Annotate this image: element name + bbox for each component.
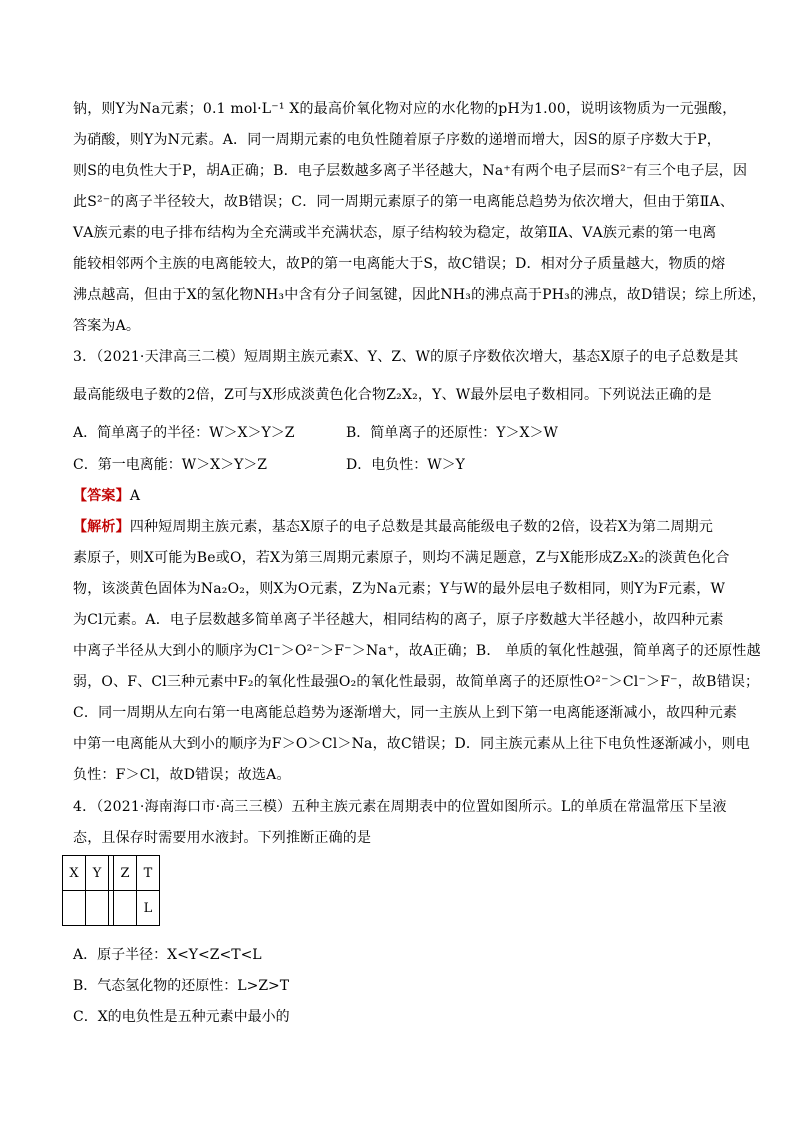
- text-line: 沸点越高，但由于X的氢化物NH₃中含有分子间氢键，因此NH₃的沸点高于PH₃的沸点，故D错误；综上所述，: [73, 287, 766, 303]
- table-cell: [114, 891, 137, 926]
- text-line: 中离子半径从大到小的顺序为Cl⁻＞O²⁻＞F⁻＞Na⁺，故A正确；B． 单质的氧化性越强，简单离子的还原性越: [73, 643, 761, 659]
- table-cell: L: [137, 891, 160, 926]
- answer-label: 【答案】: [73, 488, 130, 504]
- text-line: 为硝酸，则Y为N元素。A．同一周期元素的电负性随着原子序数的递增而增大，因S的原子序数大于P，: [73, 132, 722, 148]
- q4-option-b: B．气态氢化物的还原性：L>Z>T: [73, 978, 290, 994]
- table-cell: X: [63, 856, 86, 891]
- text-line: 则S的电负性大于P，胡A正确；B．电子层数越多离子半径越大，Na⁺有两个电子层而S²⁻有三个电子层，因: [73, 163, 748, 179]
- analysis-text: 四种短周期主族元素，基态X原子的电子总数是其最高能级电子数的2倍，设若X为第二周期元: [129, 519, 714, 535]
- text-line: 为Cl元素。A．电子层数越多简单离子半径越大，相同结构的离子，原子序数越大半径越小，故四种元素: [73, 612, 724, 628]
- table-cell: Z: [114, 856, 137, 891]
- table-row: [63, 891, 160, 926]
- table-cell: [86, 891, 109, 926]
- q3-option-a: A．简单离子的半径：W＞X＞Y＞Z: [73, 425, 295, 441]
- analysis-line: [73, 512, 723, 543]
- question-3-stem: 最高能级电子数的2倍，Z可与X形成淡黄色化合物Z₂X₂，Y、W最外层电子数相同。下列说法正确的是: [73, 387, 712, 403]
- table-cell: Y: [86, 856, 109, 891]
- text-line: 弱，O、F、Cl三种元素中F₂的氧化性最强O₂的氧化性最弱，故简单离子的还原性O²⁻＞Cl⁻＞F⁻，故B错误；: [73, 674, 760, 690]
- question-4-stem: 4．（2021·海南海口市·高三三模）五种主族元素在周期表中的位置如图所示。L的单质在常温常压下呈液: [73, 799, 727, 815]
- text-line: 能较相邻两个主族的电离能较大，故P的第一电离能大于S，故C错误；D．相对分子质量越大，物质的熔: [73, 256, 726, 272]
- q4-option-a: A．原子半径：X<Y<Z<T<L: [73, 947, 262, 963]
- text-line: 钠，则Y为Na元素；0.1 mol·L⁻¹ X的最高价氧化物对应的水化物的pH为1.00，说明该物质为一元强酸，: [73, 101, 737, 117]
- question-3-stem: 3．（2021·天津高三二模）短周期主族元素X、Y、Z、W的原子序数依次增大，基态X原子的电子总数是其: [73, 349, 739, 365]
- periodic-table-figure: [62, 855, 160, 926]
- text-line: 负性：F＞Cl，故D错误；故选A。: [73, 767, 291, 783]
- text-line: ⅤA族元素的电子排布结构为全充满或半充满状态，原子结构较为稳定，故第ⅡA、ⅤA族元素的第一电离: [73, 225, 717, 241]
- table-cell: [63, 891, 86, 926]
- text-line: 物，该淡黄色固体为Na₂O₂，则X为O元素，Z为Na元素；Y与W的最外层电子数相同，则Y为F元素，W: [73, 581, 726, 597]
- answer-value: A: [129, 488, 141, 504]
- question-4-stem: 态，且保存时需要用水液封。下列推断正确的是: [73, 830, 372, 846]
- text-line: C．同一周期从左向右第一电离能总趋势为逐渐增大，同一主族从上到下第一电离能逐渐减小，故四种元素: [73, 705, 738, 721]
- text-line: 中第一电离能从大到小的顺序为F＞O＞Cl＞Na，故C错误；D．同主族元素从上往下电负性逐渐减小，则电: [73, 736, 750, 752]
- q3-option-c: C．第一电离能：W＞X＞Y＞Z: [73, 457, 268, 473]
- q4-option-c: C．X的电负性是五种元素中最小的: [73, 1009, 290, 1025]
- q3-option-d: D．电负性：W＞Y: [346, 457, 465, 473]
- table-cell: T: [137, 856, 160, 891]
- text-line: 素原子，则X可能为Be或O，若X为第三周期元素原子，则均不满足题意，Z与X能形成Z₂X₂的淡黄色化合: [73, 550, 730, 566]
- q3-option-b: B．简单离子的还原性：Y＞X＞W: [346, 425, 558, 441]
- text-line: 答案为A。: [73, 318, 141, 334]
- answer-line: [73, 481, 723, 512]
- table-row: [63, 856, 160, 891]
- text-line: 此S²⁻的离子半径较大，故B错误；C．同一周期元素原子的第一电离能总趋势为依次增大，但由于第ⅡA、: [73, 194, 735, 210]
- analysis-label: 【解析】: [73, 519, 130, 535]
